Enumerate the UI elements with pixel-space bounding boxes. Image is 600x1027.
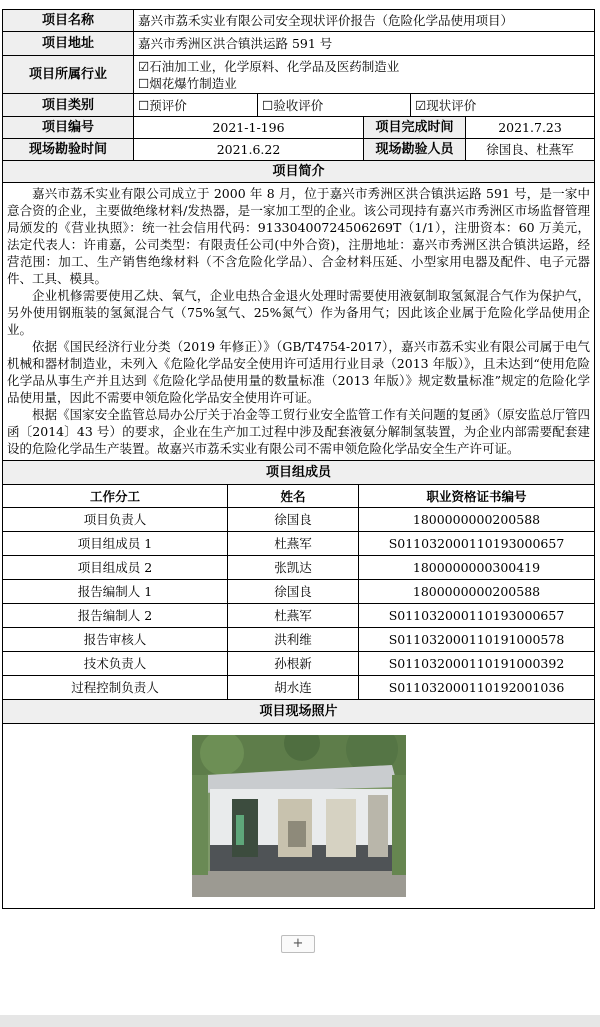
project-info-table xyxy=(2,9,595,461)
member-name: 孙根新 xyxy=(228,652,359,676)
photo-title: 项目现场照片 xyxy=(3,700,595,724)
members-title: 项目组成员 xyxy=(3,461,595,485)
member-name: 杜燕军 xyxy=(228,532,359,556)
project-address-value: 嘉兴市秀洲区洪合镇洪运路 591 号 xyxy=(134,32,595,56)
member-role: 报告编制人 2 xyxy=(3,604,228,628)
member-role: 过程控制负责人 xyxy=(3,676,228,700)
member-role: 技术负责人 xyxy=(3,652,228,676)
member-cert: S011032000110192001036 xyxy=(359,676,595,700)
category-option-label: 现状评价 xyxy=(426,97,477,113)
industry-option-label: 石油加工业，化学原料、化学品及医药制造业 xyxy=(149,58,400,74)
table-row xyxy=(3,508,595,532)
member-cert: 1800000000300419 xyxy=(359,556,595,580)
intro-paragraph: 嘉兴市荔禾实业有限公司成立于 2000 年 8 月，位于嘉兴市秀洲区洪合镇洪运路 591 号，是一家中意合资的企业，主要做绝缘材料/发热器，是一家加工型的企业。该公司现持有嘉兴市秀洲区市场监督管理局颁发的《营业执照》：统一社会信用代码：91330400724506269T（1/1），注册资本：60 万美元，法定代表人：许甫嘉，公司类型：有限责任公司(中外合资)，注册地址：嘉兴市秀洲区洪合镇洪运路，经营范围：加工、生产销售绝缘材料（不含危险化学品）、合金材料压延、小型家用电器及配件、电子元器件、工具、模具。 xyxy=(7,186,591,286)
intro-text xyxy=(3,183,595,461)
project-finish-label: 项目完成时间 xyxy=(364,117,466,139)
table-row xyxy=(3,628,595,652)
project-industry-label: 项目所属行业 xyxy=(3,56,134,94)
member-name: 徐国良 xyxy=(228,508,359,532)
member-role: 报告编制人 1 xyxy=(3,580,228,604)
checkbox-empty-icon: ☐ xyxy=(138,97,150,113)
project-number-label: 项目编号 xyxy=(3,117,134,139)
project-finish-value: 2021.7.23 xyxy=(466,117,595,139)
member-cert: S011032000110193000657 xyxy=(359,532,595,556)
project-address-label: 项目地址 xyxy=(3,32,134,56)
project-category-label: 项目类别 xyxy=(3,94,134,117)
table-row xyxy=(3,580,595,604)
members-header-cert: 职业资格证书编号 xyxy=(359,485,595,508)
member-name: 洪利维 xyxy=(228,628,359,652)
category-option-label: 预评价 xyxy=(149,97,187,113)
survey-time-label: 现场勘验时间 xyxy=(3,139,134,161)
category-option xyxy=(258,94,411,117)
member-cert: 1800000000200588 xyxy=(359,580,595,604)
table-row xyxy=(3,532,595,556)
bottom-scroll-bar xyxy=(0,1015,600,1027)
member-name: 胡水连 xyxy=(228,676,359,700)
project-name-label: 项目名称 xyxy=(3,10,134,32)
members-header-name: 姓名 xyxy=(228,485,359,508)
member-name: 张凯达 xyxy=(228,556,359,580)
expand-button[interactable]: + xyxy=(281,935,315,953)
project-name-value: 嘉兴市荔禾实业有限公司安全现状评价报告（危险化学品使用项目） xyxy=(134,10,595,32)
members-table xyxy=(2,460,595,909)
site-photo xyxy=(192,735,406,897)
project-number-value: 2021-1-196 xyxy=(134,117,364,139)
table-row xyxy=(3,676,595,700)
photo-cell xyxy=(3,724,595,909)
checkbox-checked-icon: ☑ xyxy=(415,97,427,113)
surveyor-label: 现场勘验人员 xyxy=(364,139,466,161)
checkbox-empty-icon: ☐ xyxy=(262,97,274,113)
table-row xyxy=(3,604,595,628)
member-role: 项目组成员 1 xyxy=(3,532,228,556)
intro-paragraph: 依据《国民经济行业分类（2019 年修正）》（GB/T4754-2017），嘉兴市荔禾实业有限公司属于电气机械和器材制造业，未列入《危险化学品安全使用许可适用行业目录（2013 年版）》，且未达到“使用危险化学品从事生产并且达到《危险化学品使用量的数量标准（2013 年版）》规定数量标准”规定的危险化学品使用量，因此不需要申领危险化学品安全使用许可证。 xyxy=(7,339,591,405)
member-name: 杜燕军 xyxy=(228,604,359,628)
survey-time-value: 2021.6.22 xyxy=(134,139,364,161)
project-industry-options xyxy=(134,56,595,94)
industry-option-label: 烟花爆竹制造业 xyxy=(149,75,237,91)
intro-paragraph: 企业机修需要使用乙炔、氧气，企业电热合金退火处理时需要使用液氨制取氢氮混合气作为保护气，另外使用钢瓶装的氢氮混合气（75%氢气、25%氮气）作为备用气；因此该企业属于危险化学品使用企业。 xyxy=(7,288,591,337)
member-role: 报告审核人 xyxy=(3,628,228,652)
intro-paragraph: 根据《国家安全监管总局办公厅关于冶金等工贸行业安全监管工作有关问题的复函》（原安监总厅管四函〔2014〕43 号）的要求，企业在生产加工过程中涉及配套液氨分解制氢装置，为企业内部需要配套建设的危险化学品生产装置。故嘉兴市荔禾实业有限公司不需申领危险化学品安全生产许可证。 xyxy=(7,407,591,456)
industry-option xyxy=(138,58,590,75)
table-row xyxy=(3,556,595,580)
checkbox-empty-icon: ☐ xyxy=(138,75,150,91)
table-row xyxy=(3,652,595,676)
member-name: 徐国良 xyxy=(228,580,359,604)
report-sheet xyxy=(2,9,594,909)
industry-option xyxy=(138,75,590,92)
category-option xyxy=(134,94,258,117)
member-cert: S011032000110193000657 xyxy=(359,604,595,628)
member-cert: S011032000110191000392 xyxy=(359,652,595,676)
surveyor-value: 徐国良、杜燕军 xyxy=(466,139,595,161)
category-option xyxy=(411,94,595,117)
member-cert: 1800000000200588 xyxy=(359,508,595,532)
checkbox-checked-icon: ☑ xyxy=(138,58,150,74)
category-option-label: 验收评价 xyxy=(273,97,324,113)
member-cert: S011032000110191000578 xyxy=(359,628,595,652)
members-header-role: 工作分工 xyxy=(3,485,228,508)
member-role: 项目组成员 2 xyxy=(3,556,228,580)
intro-title: 项目简介 xyxy=(3,161,595,183)
member-role: 项目负责人 xyxy=(3,508,228,532)
